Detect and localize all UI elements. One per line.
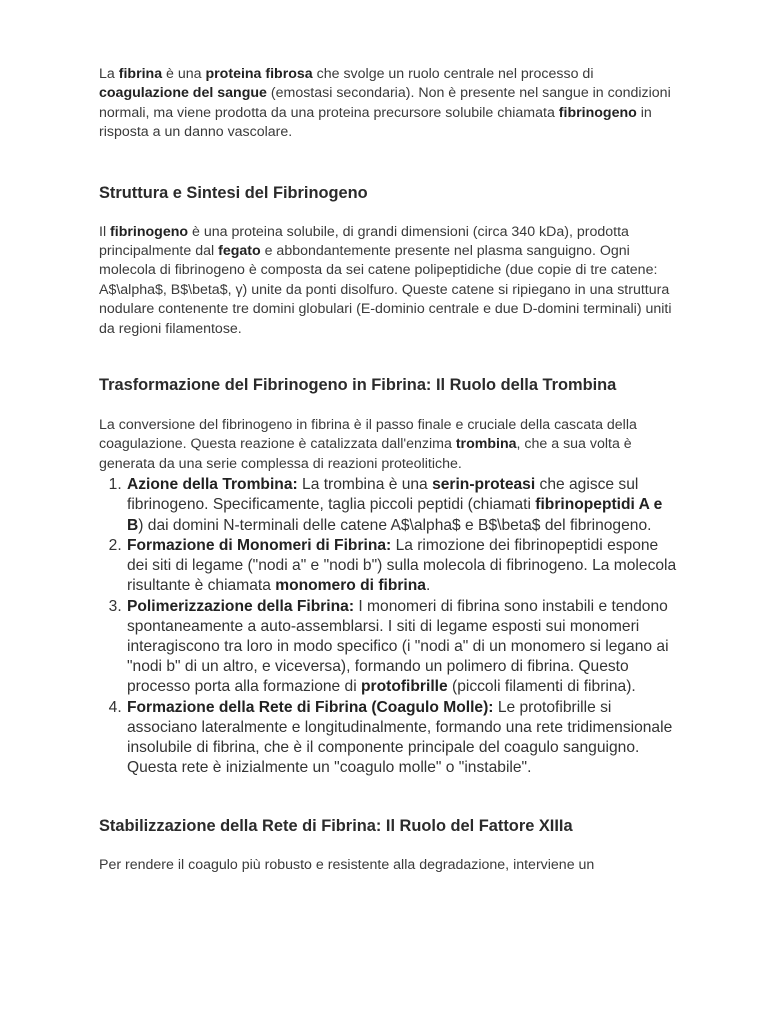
term-coagulazione: coagulazione del sangue [99,85,267,102]
stabilizzazione-paragraph: Per rendere il coagulo più robusto e resistente alla degradazione, interviene un [99,857,595,874]
intro-paragraph: La fibrina è una proteina fibrosa che svolge un ruolo centrale nel processo di coagulazione del sangue (emostasi secondaria). Non è presente nel sangue in condizioni normali, ma viene prodotta da una proteina precursore solubile chiamata fibrinogeno in risposta a un danno vascolare. [99,66,671,141]
term-proteina-fibrosa: proteina fibrosa [205,66,313,82]
step-title: Azione della Trombina: [127,476,298,494]
section-heading-stabilizzazione: Stabilizzazione della Rete di Fibrina: Il Ruolo del Fattore XIIIa [99,817,573,836]
term-fibrina: fibrina [118,66,163,82]
section-heading-trasformazione: Trasformazione del Fibrinogeno in Fibrina: Il Ruolo della Trombina [99,376,617,395]
list-item: 1. Azione della Trombina: La trombina è una serin-proteasi che agisce sul fibrinogeno. Specificamente, taglia piccoli peptidi (chiamati fibrinopeptidi A e B) dai domini N-terminali delle catene A$\alpha$ e B$\beta$ del fibrinogeno. [126,475,679,536]
list-item: 4. Formazione della Rete di Fibrina (Coagulo Molle): Le protofibrille si associano lateralmente e longitudinalmente, formando una rete tridimensionale insolubile di fibrina, che è il componente principale del coagulo sanguigno. Questa rete è inizialmente un "coagulo molle" o "instabile". [126,698,679,779]
section-heading-struttura: Struttura e Sintesi del Fibrinogeno [99,183,368,202]
step-title: Formazione di Monomeri di Fibrina: [127,536,392,554]
list-item: 2. Formazione di Monomeri di Fibrina: La rimozione dei fibrinopeptidi espone dei siti di legame ("nodi a" e "nodi b") sulla molecola di fibrinogeno. La molecola risultante è chiamata monomero di fibrina. [126,536,679,597]
step-title: Polimerizzazione della Fibrina: [127,597,355,615]
steps-list [99,475,679,778]
trasformazione-paragraph: La conversione del fibrinogeno in fibrina è il passo finale e cruciale della cascata della coagulazione. Questa reazione è catalizzata dall'enzima trombina, che a sua volta è generata da una serie complessa di reazioni proteolitiche. [99,417,637,472]
struttura-paragraph: Il fibrinogeno è una proteina solubile, di grandi dimensioni (circa 340 kDa), prodotta principalmente dal fegato e abbondantemente presente nel plasma sanguigno. Ogni molecola di fibrinogeno è composta da sei catene polipeptidiche (due copie di tre catene: A$\alpha$, B$\beta$, γ) unite da ponti disolfuro. Queste catene si ripiegano in una struttura nodulare contenente tre domini globulari (E-dominio centrale e due D-domini terminali) uniti da regioni filamentose. [99,223,672,337]
term-fegato: fegato [218,243,261,260]
term-fibrinogeno: fibrinogeno [110,223,189,240]
list-item: 3. Polimerizzazione della Fibrina: I monomeri di fibrina sono instabili e tendono spontaneamente a auto-assemblarsi. I siti di legame esposti sui monomeri interagiscono tra loro in modo specifico (i "nodi a" di un monomero si legano ai "nodi b" di un altro, e viceversa), formando un polimero di fibrina. Questo processo porta alla formazione di protofibrille (piccoli filamenti di fibrina). [126,597,679,698]
step-title: Formazione della Rete di Fibrina (Coagulo Molle): [127,698,494,716]
term-fibrinogeno: fibrinogeno [558,104,637,121]
term-trombina: trombina [455,436,517,453]
document-content [99,65,679,876]
